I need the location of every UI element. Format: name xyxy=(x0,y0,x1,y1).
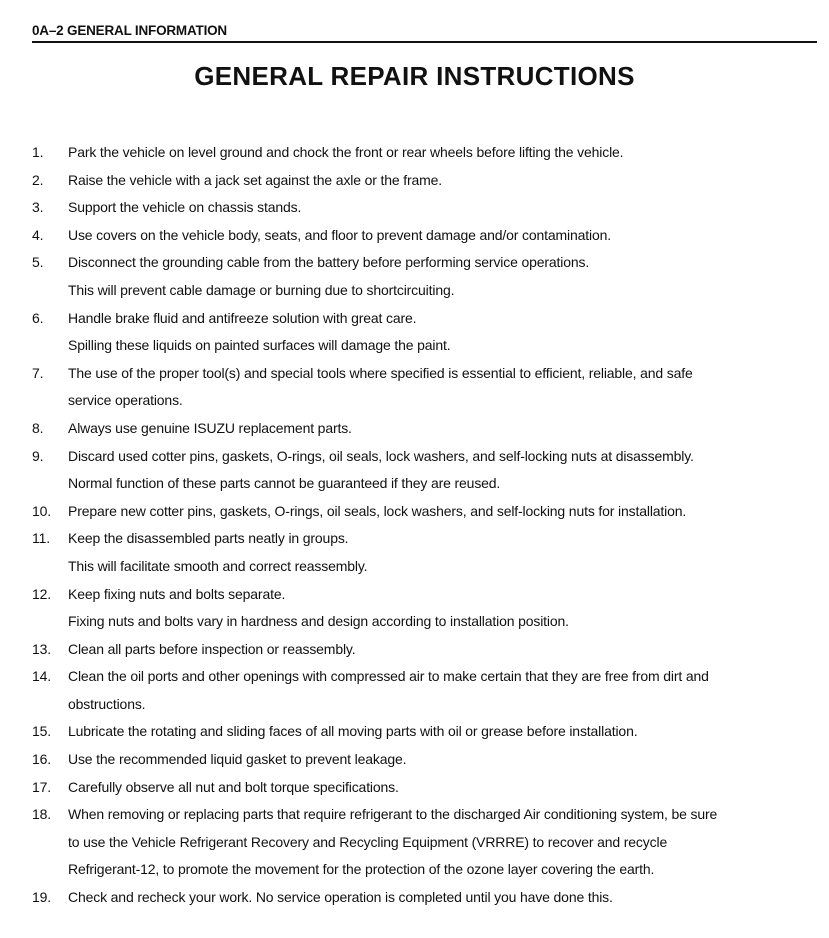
instruction-text: Discard used cotter pins, gaskets, O-rings, oil seals, lock washers, and self-locking nuts at disassembly. xyxy=(68,447,694,464)
instruction-text: Raise the vehicle with a jack set against the axle or the frame. xyxy=(68,171,443,188)
instruction-continuation xyxy=(32,555,822,583)
instruction-item xyxy=(32,776,822,804)
page-header xyxy=(32,23,817,43)
instruction-item xyxy=(32,196,822,224)
instruction-number: 1. xyxy=(32,144,44,160)
instruction-list xyxy=(32,141,822,914)
instruction-text: When removing or replacing parts that require refrigerant to the discharged Air conditioning system, be sure xyxy=(68,806,718,823)
instruction-text: Clean the oil ports and other openings with compressed air to make certain that they are free from dirt and xyxy=(68,668,709,685)
instruction-number: 3. xyxy=(32,199,44,216)
instruction-continuation xyxy=(32,389,822,417)
instruction-continuation xyxy=(32,693,822,721)
instruction-text: This will prevent cable damage or burning due to shortcircuiting. xyxy=(68,281,455,298)
instruction-number: 15. xyxy=(32,723,52,740)
instruction-item xyxy=(32,307,822,335)
instruction-number: 19. xyxy=(32,889,52,906)
instruction-text: Keep fixing nuts and bolts separate. xyxy=(68,585,286,602)
instruction-item xyxy=(32,445,822,473)
instruction-number: 12. xyxy=(32,585,52,602)
instruction-item xyxy=(32,527,822,555)
instruction-item xyxy=(32,638,822,666)
instruction-text: Park the vehicle on level ground and chock the front or rear wheels before lifting the vehicle. xyxy=(68,144,624,160)
instruction-text: Keep the disassembled parts neatly in groups. xyxy=(68,530,349,547)
instruction-text: Use the recommended liquid gasket to prevent leakage. xyxy=(68,751,407,768)
instruction-number: 2. xyxy=(32,171,44,188)
instruction-continuation xyxy=(32,831,822,859)
instruction-item xyxy=(32,500,822,528)
instruction-continuation xyxy=(32,334,822,362)
instruction-continuation xyxy=(32,610,822,638)
instruction-text: Normal function of these parts cannot be guaranteed if they are reused. xyxy=(68,475,501,492)
instruction-text: Fixing nuts and bolts vary in hardness and design according to installation position. xyxy=(68,613,569,630)
instruction-number: 4. xyxy=(32,226,44,243)
instruction-item xyxy=(32,362,822,390)
instruction-number: 5. xyxy=(32,254,44,271)
instruction-text: Prepare new cotter pins, gaskets, O-rings, oil seals, lock washers, and self-locking nuts for installation. xyxy=(68,502,687,519)
instruction-item xyxy=(32,748,822,776)
instruction-text: Support the vehicle on chassis stands. xyxy=(68,199,302,216)
instruction-continuation xyxy=(32,279,822,307)
instruction-number: 18. xyxy=(32,806,52,823)
instruction-text: Check and recheck your work. No service operation is completed until you have done this. xyxy=(68,889,613,906)
instruction-text: Spilling these liquids on painted surfaces will damage the paint. xyxy=(68,337,451,354)
section-label: 0A–2 GENERAL INFORMATION xyxy=(32,23,227,38)
instruction-text: Always use genuine ISUZU replacement parts. xyxy=(68,419,352,436)
instruction-item xyxy=(32,720,822,748)
instruction-number: 14. xyxy=(32,668,52,685)
instruction-number: 16. xyxy=(32,751,52,768)
instruction-item xyxy=(32,251,822,279)
instruction-item xyxy=(32,224,822,252)
instruction-text: Refrigerant-12, to promote the movement for the protection of the ozone layer covering the earth. xyxy=(68,861,655,878)
instruction-text: service operations. xyxy=(68,392,183,409)
instruction-text: Clean all parts before inspection or reassembly. xyxy=(68,640,356,657)
instruction-number: 6. xyxy=(32,309,44,326)
instruction-number: 8. xyxy=(32,419,44,436)
page-title: GENERAL REPAIR INSTRUCTIONS xyxy=(194,61,635,91)
instruction-number: 13. xyxy=(32,640,52,657)
instruction-item xyxy=(32,417,822,445)
instruction-number: 10. xyxy=(32,502,52,519)
instruction-number: 9. xyxy=(32,447,44,464)
instruction-text: obstructions. xyxy=(68,695,146,712)
instruction-text: Use covers on the vehicle body, seats, and floor to prevent damage and/or contamination. xyxy=(68,226,611,243)
instruction-item xyxy=(32,583,822,611)
instruction-continuation xyxy=(32,858,822,886)
instruction-text: Carefully observe all nut and bolt torque specifications. xyxy=(68,778,399,795)
instruction-item xyxy=(32,886,822,914)
instruction-text: This will facilitate smooth and correct reassembly. xyxy=(68,557,368,574)
instruction-item xyxy=(32,803,822,831)
instruction-item xyxy=(32,169,822,197)
instruction-number: 7. xyxy=(32,364,44,381)
instruction-item xyxy=(32,141,822,169)
instruction-text: Lubricate the rotating and sliding faces of all moving parts with oil or grease before installation. xyxy=(68,723,638,740)
instruction-text: The use of the proper tool(s) and special tools where specified is essential to efficient, reliable, and safe xyxy=(68,364,693,381)
instruction-continuation xyxy=(32,472,822,500)
instruction-text: Disconnect the grounding cable from the battery before performing service operations. xyxy=(68,254,590,271)
instruction-item xyxy=(32,665,822,693)
instruction-number: 17. xyxy=(32,778,52,795)
instruction-text: Handle brake fluid and antifreeze solution with great care. xyxy=(68,309,417,326)
instruction-text: to use the Vehicle Refrigerant Recovery and Recycling Equipment (VRRRE) to recover and recycle xyxy=(68,833,668,850)
instruction-number: 11. xyxy=(32,530,50,547)
